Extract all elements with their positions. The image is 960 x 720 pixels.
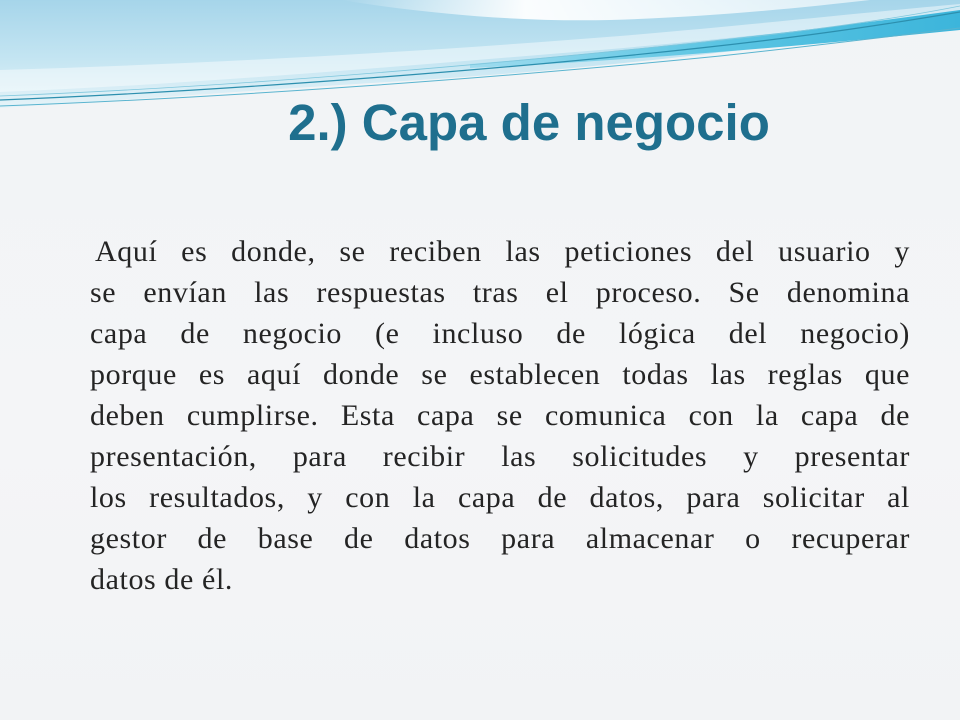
title-container	[140, 94, 918, 151]
body-line: porque es aquí donde se establecen todas las reglas que	[90, 358, 910, 391]
body-line: capa de negocio (e incluso de lógica del negocio)	[90, 317, 910, 350]
body-line: presentación, para recibir las solicitudes y presentar	[90, 440, 910, 473]
body-text	[90, 231, 910, 600]
slide-title: 2.) Capa de negocio	[288, 94, 770, 151]
body-line: los resultados, y con la capa de datos, para solicitar al	[90, 481, 910, 514]
body-line: gestor de base de datos para almacenar o recuperar	[90, 522, 910, 555]
body-line: datos de él.	[90, 563, 233, 596]
body-line: se envían las respuestas tras el proceso. Se denomina	[90, 276, 910, 309]
body-line: deben cumplirse. Esta capa se comunica con la capa de	[90, 399, 910, 432]
body-line: Aquí es donde, se reciben las peticiones del usuario y	[95, 235, 910, 268]
